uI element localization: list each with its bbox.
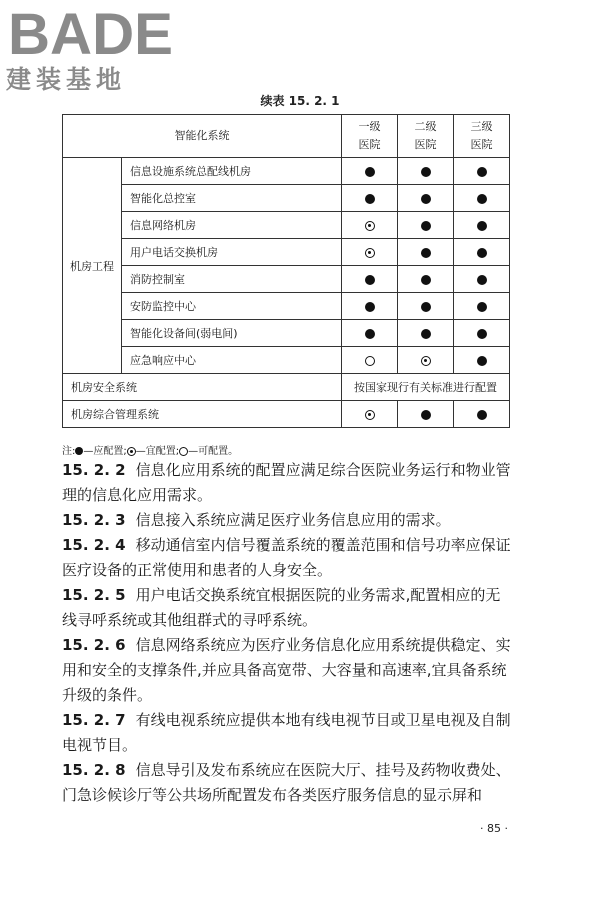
level-2-cell [398,266,454,293]
filled-circle-icon [365,167,375,177]
level-2-cell [398,239,454,266]
level-2-cell [398,185,454,212]
row-note: 按国家现行有关标准进行配置 [342,374,510,401]
filled-circle-icon [365,275,375,285]
row-group-label: 机房工程 [63,158,122,374]
filled-circle-icon [477,194,487,204]
clause-text: 信息网络系统应为医疗业务信息化应用系统提供稳定、实用和安全的支撑条件,并应具备高宽带、大容量和高速率,宜具备系统升级的条件。 [62,636,511,704]
filled-circle-icon [421,275,431,285]
table-row [63,212,510,239]
header-system: 智能化系统 [63,115,342,158]
clause-number: 15. 2. 6 [62,636,126,654]
header-level-1-line2: 医院 [358,138,381,151]
configuration-table [62,114,510,428]
level-1-cell [342,401,398,428]
level-3-cell [454,239,510,266]
table-row [63,239,510,266]
table-row [63,266,510,293]
level-2-cell [398,212,454,239]
clause-text: 用户电话交换系统宜根据医院的业务需求,配置相应的无线寻呼系统或其他组群式的寻呼系统。 [62,586,501,629]
level-1-cell [342,320,398,347]
level-1-cell [342,293,398,320]
filled-circle-icon [421,410,431,420]
row-item-name: 智能化总控室 [122,185,342,212]
logo-subtitle: 建装基地 [6,65,127,94]
header-level-3 [454,115,510,158]
legend-prefix: 注: [62,446,76,457]
level-1-cell [342,158,398,185]
legend-optional: —可配置。 [188,446,239,457]
header-level-2 [398,115,454,158]
filled-circle-icon [477,410,487,420]
level-3-cell [454,212,510,239]
level-3-cell [454,293,510,320]
level-2-cell [398,347,454,374]
dotted-circle-icon [365,248,375,258]
level-1-cell [342,212,398,239]
table-legend [62,442,238,457]
clause-number: 15. 2. 8 [62,761,126,779]
filled-circle-icon [421,329,431,339]
filled-circle-icon [421,302,431,312]
filled-circle-icon [365,329,375,339]
clause-text: 信息导引及发布系统应在医院大厅、挂号及药物收费处、门急诊候诊厅等公共场所配置发布各类医疗服务信息的显示屏和 [62,761,511,804]
filled-circle-icon [421,221,431,231]
clause-number: 15. 2. 3 [62,511,126,529]
table-row [63,293,510,320]
filled-circle-icon [365,302,375,312]
filled-circle-icon [421,248,431,258]
header-level-1-line1: 一级 [358,120,381,133]
level-3-cell [454,185,510,212]
table-caption: 续表 15. 2. 1 [260,94,340,108]
level-2-cell [398,293,454,320]
clause-text: 信息接入系统应满足医疗业务信息应用的需求。 [135,511,451,529]
dotted-circle-icon [365,410,375,420]
level-3-cell [454,266,510,293]
clause-number: 15. 2. 4 [62,536,126,554]
table-row [63,401,510,428]
level-2-cell [398,401,454,428]
filled-circle-icon [421,194,431,204]
filled-circle-icon [365,194,375,204]
row-item-name: 消防控制室 [122,266,342,293]
header-level-3-line1: 三级 [470,120,493,133]
clause-paragraph [62,533,512,583]
level-1-cell [342,239,398,266]
clause-paragraph [62,633,512,708]
clause-text: 信息化应用系统的配置应满足综合医院业务运行和物业管理的信息化应用需求。 [62,461,511,504]
row-item-name: 应急响应中心 [122,347,342,374]
filled-circle-icon [477,302,487,312]
clause-text: 有线电视系统应提供本地有线电视节目或卫星电视及自制电视节目。 [62,711,511,754]
filled-circle-icon [477,248,487,258]
clause-number: 15. 2. 2 [62,461,126,479]
filled-circle-icon [477,167,487,177]
clause-list [62,458,512,808]
clause-paragraph [62,583,512,633]
dotted-circle-icon [127,447,136,456]
filled-circle-icon [477,356,487,366]
table-row [63,320,510,347]
table-row [63,347,510,374]
dotted-circle-icon [365,221,375,231]
open-circle-icon [179,447,188,456]
legend-preferred: —宜配置; [135,446,180,457]
table-header-row [63,115,510,158]
page-number: · 85 · [480,822,508,835]
clause-text: 移动通信室内信号覆盖系统的覆盖范围和信号功率应保证医疗设备的正常使用和患者的人身安全。 [62,536,511,579]
row-item-name: 信息设施系统总配线机房 [122,158,342,185]
level-1-cell [342,266,398,293]
open-circle-icon [365,356,375,366]
header-level-1 [342,115,398,158]
logo-wordmark: BADE [8,4,173,62]
row-item-name: 机房安全系统 [63,374,342,401]
row-item-name: 机房综合管理系统 [63,401,342,428]
level-1-cell [342,347,398,374]
bade-wordmark-graphic [8,4,178,62]
clause-paragraph [62,508,512,533]
row-item-name: 智能化设备间(弱电间) [122,320,342,347]
level-2-cell [398,320,454,347]
level-1-cell [342,185,398,212]
dotted-circle-icon [421,356,431,366]
level-3-cell [454,347,510,374]
clause-number: 15. 2. 5 [62,586,126,604]
table-row [63,185,510,212]
bade-logo [8,4,178,66]
level-3-cell [454,158,510,185]
row-item-name: 安防监控中心 [122,293,342,320]
header-level-3-line2: 医院 [470,138,493,151]
header-level-2-line2: 医院 [414,138,437,151]
clause-paragraph [62,458,512,508]
filled-circle-icon [477,329,487,339]
level-3-cell [454,401,510,428]
table-row [63,374,510,401]
table-row [63,158,510,185]
filled-circle-icon [477,275,487,285]
filled-circle-icon [421,167,431,177]
clause-number: 15. 2. 7 [62,711,126,729]
clause-paragraph [62,758,512,808]
filled-circle-icon [477,221,487,231]
header-level-2-line1: 二级 [414,120,437,133]
legend-required: —应配置; [83,446,127,457]
row-item-name: 信息网络机房 [122,212,342,239]
level-2-cell [398,158,454,185]
level-3-cell [454,320,510,347]
row-item-name: 用户电话交换机房 [122,239,342,266]
clause-paragraph [62,708,512,758]
